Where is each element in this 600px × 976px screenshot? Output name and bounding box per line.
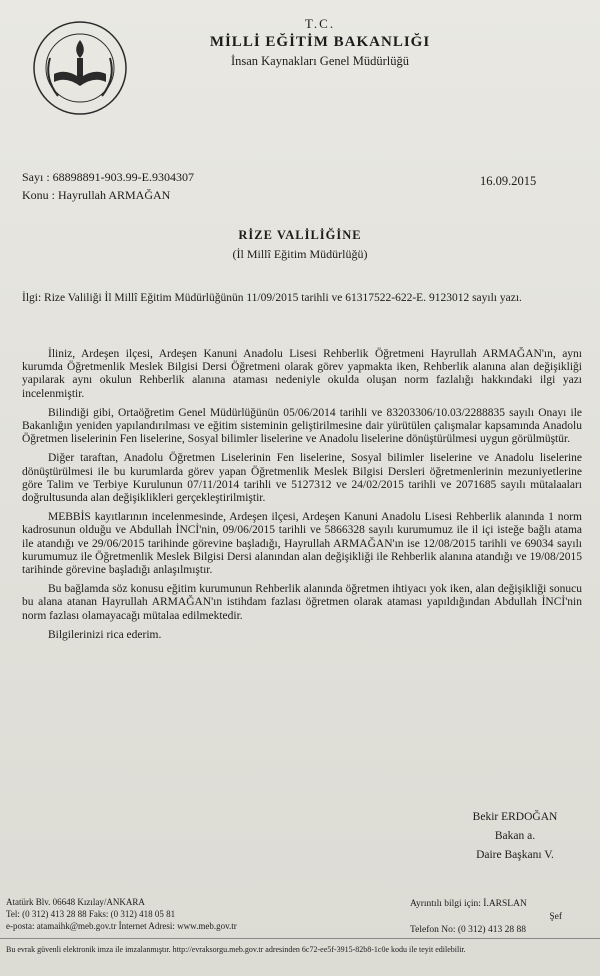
closing-line: Bilgilerinizi rica ederim. <box>48 628 162 641</box>
addressee-name: RİZE VALİLİĞİNE <box>238 228 362 242</box>
country-label: T.C. <box>304 16 336 31</box>
footer-contact <box>410 898 590 937</box>
document-number: Sayı : 68898891-903.99-E.9304307 <box>22 170 194 184</box>
paragraph: Bilindiği gibi, Ortaöğretim Genel Müdürlüğünün 05/06/2014 tarihli ve 83203306/10.03/2288835 sayılı Onayı ile Bakanlığın yeniden yapılandırılması ve eğitim sisteminin geliştirilmesine dair yürütülen çalışmalar kapsamında Anadolu Öğretmen liselerinin Fen liselerine, Sosyal bilimler liselerine ve Anadolu liselerine dönüştürülmesi uygun görülmüştür. <box>22 406 582 446</box>
ministry-seal-logo <box>30 18 130 118</box>
signer-name: Bekir ERDOĞAN <box>472 811 558 823</box>
contact-person: Ayrıntılı bilgi için: İ.ARSLAN <box>410 899 527 909</box>
document-subject: Konu : Hayrullah ARMAĞAN <box>22 188 171 202</box>
related-reference: İlgi: Rize Valiliği İl Millî Eğitim Müdürlüğünün 11/09/2015 tarihli ve 61317522-622-E. 9123012 sayılı yazı. <box>22 292 522 304</box>
addressee <box>0 228 600 262</box>
verification-note: Bu evrak güvenli elektronik imza ile imzalanmıştır. http://evraksorgu.meb.gov.tr adresinden 6c72-ee5f-3915-82b8-1c0e kodu ile teyit edilebilir. <box>6 945 466 954</box>
directorate-name: İnsan Kaynakları Genel Müdürlüğü <box>230 54 410 68</box>
signature-block <box>440 808 590 865</box>
paragraph: İliniz, Ardeşen ilçesi, Ardeşen Kanuni Anadolu Lisesi Rehberlik Öğretmeni Hayrullah ARMAĞAN'ın, aynı kurumda Öğretmenlik Meslek Bilgisi Dersi Öğretmeni olarak görev yapmakta iken, Rehberlik alanına alan değişikliği yapılarak aynı okulun Rehberlik alanına ataması nedeniyle okulda oluşan norm fazlalığı hakkındaki ilgi yazı incelenmiştir. <box>22 348 582 400</box>
letterhead <box>200 16 440 69</box>
paragraph: MEBBİS kayıtlarının incelenmesinde, Ardeşen ilçesi, Ardeşen Kanuni Anadolu Lisesi Rehberlik alanında 1 norm kadrosunun olduğu ve Abdullah İNCİ'nin, 09/06/2015 tarihli ve 5866328 sayılı kurumumuz ile il içi isteğe bağlı atama ile atandığı ve 29/06/2015 tarihinde görevine başladığı, Hayrullah ARMAĞAN'ın ise 12/08/2015 tarihli ve 69034 sayılı kurumumuz ile Öğretmenlik Meslek Bilgisi Dersi alanından alan değişikliği ile Rehberlik alanına atandığı ve 19/08/2015 tarihinde görevine başladığı anlaşılmıştır. <box>22 511 582 577</box>
reference-block <box>22 168 194 204</box>
contact-position: Şef <box>549 912 562 922</box>
contact-phone: Telefon No: (0 312) 413 28 88 <box>410 925 526 935</box>
footer-divider <box>0 938 600 939</box>
signer-position: Daire Başkanı V. <box>476 849 554 861</box>
footer-email: e-posta: atamaihk@meb.gov.tr İnternet Adresi: www.meb.gov.tr <box>6 921 237 931</box>
ministry-name: MİLLİ EĞİTİM BAKANLIĞI <box>209 34 431 50</box>
footer-phone: Tel: (0 312) 413 28 88 Faks: (0 312) 418 05 81 <box>6 909 176 919</box>
paragraph: Diğer taraftan, Anadolu Öğretmen Liselerinin Fen liselerine, Sosyal bilimler liselerine ve Anadolu liselerine dönüştürülmesi ile bu kurumlarda görev yapan Öğretmenlik Meslek Bilgisi Dersleri öğretmenlerinin mezuniyetlerine göre Talim ve Terbiye Kurulunun 07/11/2014 tarihli ve 5127312 ve 24/02/2015 tarihli ve 2071685 sayılı mütalaaları doğrultusunda alan değişiklikleri gerçekleştirilmiştir. <box>22 452 582 505</box>
paragraph: Bu bağlamda söz konusu eğitim kurumunun Rehberlik alanında öğretmen ihtiyacı yok iken, alan değişikliği sonucu bu alana atanan Hayrullah ARMAĞAN'ın istihdam fazlası öğretmen olarak ataması yapıldığından Abdullah İNCİ'nin norm fazlası olamayacağı mütalaa edilmektedir. <box>22 583 582 622</box>
letter-body <box>22 348 582 648</box>
addressee-department: (İl Millî Eğitim Müdürlüğü) <box>232 247 368 261</box>
footer-street: Atatürk Blv. 06648 Kızılay/ANKARA <box>6 897 145 907</box>
footer-address <box>6 896 326 932</box>
document-date: 16.09.2015 <box>480 174 537 188</box>
signer-title: Bakan a. <box>494 830 536 842</box>
